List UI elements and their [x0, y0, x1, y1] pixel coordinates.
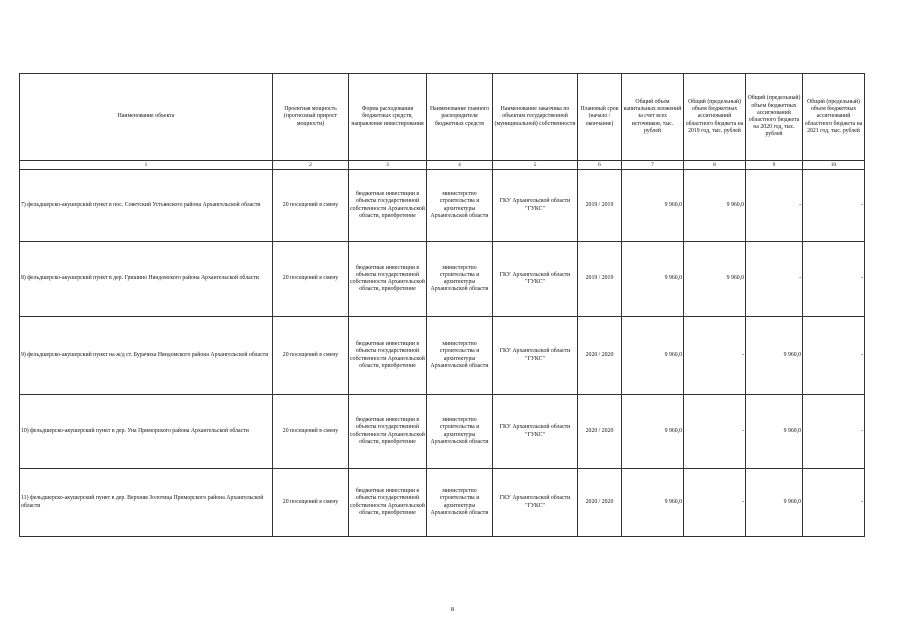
customer-cell: ГКУ Архангельской области "ГУКС"	[493, 469, 578, 537]
column-number: 7	[622, 161, 684, 170]
budget-2019-cell: 9 960,0	[684, 242, 746, 317]
planned-term-cell: 2019 / 2019	[578, 170, 622, 242]
table-row	[20, 170, 865, 242]
planned-term-cell: 2020 / 2020	[578, 469, 622, 537]
table-row	[20, 395, 865, 469]
spending-form-cell: бюджетные инвестиции в объекты государственной собственности Архангельской области, приобретение	[349, 317, 427, 395]
header-budget-2019: Общий (предельный) объем бюджетных ассигнований областного бюджета на 2019 год, тыс. рублей	[684, 74, 746, 161]
customer-cell: ГКУ Архангельской области "ГУКС"	[493, 170, 578, 242]
object-name-cell: 8) фельдшерско-акушерский пункт в дер. Гришино Няндомского района Архангельской области	[20, 242, 273, 317]
planned-term-cell: 2020 / 2020	[578, 317, 622, 395]
column-number: 3	[349, 161, 427, 170]
column-number: 4	[427, 161, 493, 170]
header-object-name: Наименование объекта	[20, 74, 273, 161]
header-customer: Наименование заказчика по объектам государственной (муниципальной) собственности	[493, 74, 578, 161]
column-number: 6	[578, 161, 622, 170]
budget-2021-cell: -	[803, 170, 865, 242]
budget-2020-cell: -	[746, 170, 803, 242]
budget-2019-cell: -	[684, 317, 746, 395]
budget-manager-cell: министерство строительства и архитектуры Архангельской области	[427, 395, 493, 469]
planned-term-cell: 2019 / 2019	[578, 242, 622, 317]
total-investment-cell: 9 960,0	[622, 317, 684, 395]
customer-cell: ГКУ Архангельской области "ГУКС"	[493, 395, 578, 469]
header-planned-term: Плановый срок (начало / окончание)	[578, 74, 622, 161]
object-name-cell: 11) фельдшерско-акушерский пункт в дер. Верхняя Золотица Приморского района Архангельской области	[20, 469, 273, 537]
column-number: 9	[746, 161, 803, 170]
budget-2021-cell: -	[803, 242, 865, 317]
column-number: 5	[493, 161, 578, 170]
budget-2020-cell: 9 960,0	[746, 469, 803, 537]
planned-term-cell: 2020 / 2020	[578, 395, 622, 469]
budget-2021-cell: -	[803, 317, 865, 395]
column-number: 8	[684, 161, 746, 170]
budget-2019-cell: -	[684, 395, 746, 469]
header-spending-form: Форма расходования бюджетных средств, направление инвестирования	[349, 74, 427, 161]
capacity-cell: 20 посещений в смену	[273, 242, 349, 317]
spending-form-cell: бюджетные инвестиции в объекты государственной собственности Архангельской области, приобретение	[349, 170, 427, 242]
table-row	[20, 242, 865, 317]
header-capacity: Проектная мощность (прогнозный прирост мощности)	[273, 74, 349, 161]
total-investment-cell: 9 960,0	[622, 242, 684, 317]
budget-2019-cell: -	[684, 469, 746, 537]
budget-manager-cell: министерство строительства и архитектуры Архангельской области	[427, 469, 493, 537]
budget-2020-cell: 9 960,0	[746, 395, 803, 469]
table-row	[20, 469, 865, 537]
budget-manager-cell: министерство строительства и архитектуры Архангельской области	[427, 242, 493, 317]
header-total-investment: Общий объем капитальных вложений за счет всех источников, тыс. рублей	[622, 74, 684, 161]
customer-cell: ГКУ Архангельской области "ГУКС"	[493, 317, 578, 395]
capacity-cell: 20 посещений в смену	[273, 317, 349, 395]
column-number: 1	[20, 161, 273, 170]
capital-investment-table	[19, 73, 865, 537]
total-investment-cell: 9 960,0	[622, 170, 684, 242]
object-name-cell: 10) фельдшерско-акушерский пункт в дер. Уна Приморского района Архангельской области	[20, 395, 273, 469]
capacity-cell: 20 посещений в смену	[273, 469, 349, 537]
customer-cell: ГКУ Архангельской области "ГУКС"	[493, 242, 578, 317]
total-investment-cell: 9 960,0	[622, 395, 684, 469]
page-number: 8	[450, 606, 455, 613]
capacity-cell: 20 посещений в смену	[273, 170, 349, 242]
budget-2021-cell: -	[803, 469, 865, 537]
spending-form-cell: бюджетные инвестиции в объекты государственной собственности Архангельской области, приобретение	[349, 469, 427, 537]
spending-form-cell: бюджетные инвестиции в объекты государственной собственности Архангельской области, приобретение	[349, 242, 427, 317]
budget-2019-cell: 9 960,0	[684, 170, 746, 242]
total-investment-cell: 9 960,0	[622, 469, 684, 537]
object-name-cell: 9) фельдшерско-акушерский пункт на ж/д ст. Бурачиха Няндомского района Архангельской области	[20, 317, 273, 395]
budget-manager-cell: министерство строительства и архитектуры Архангельской области	[427, 317, 493, 395]
budget-2021-cell: -	[803, 395, 865, 469]
budget-2020-cell: -	[746, 242, 803, 317]
column-number-row	[20, 161, 865, 170]
column-number: 2	[273, 161, 349, 170]
column-number: 10	[803, 161, 865, 170]
capacity-cell: 20 посещений в смену	[273, 395, 349, 469]
header-budget-manager: Наименование главного распорядителя бюджетных средств	[427, 74, 493, 161]
table-header-row	[20, 74, 865, 161]
header-budget-2021: Общий (предельный) объем бюджетных ассигнований областного бюджета на 2021 год, тыс. рублей	[803, 74, 865, 161]
spending-form-cell: бюджетные инвестиции в объекты государственной собственности Архангельской области, приобретение	[349, 395, 427, 469]
object-name-cell: 7) фельдшерско-акушерский пункт в пос. Советский Устьянского района Архангельской области	[20, 170, 273, 242]
budget-2020-cell: 9 960,0	[746, 317, 803, 395]
table-row	[20, 317, 865, 395]
budget-manager-cell: министерство строительства и архитектуры Архангельской области	[427, 170, 493, 242]
header-budget-2020: Общий (предельный) объем бюджетных ассигнований областного бюджета на 2020 год, тыс. рублей	[746, 74, 803, 161]
